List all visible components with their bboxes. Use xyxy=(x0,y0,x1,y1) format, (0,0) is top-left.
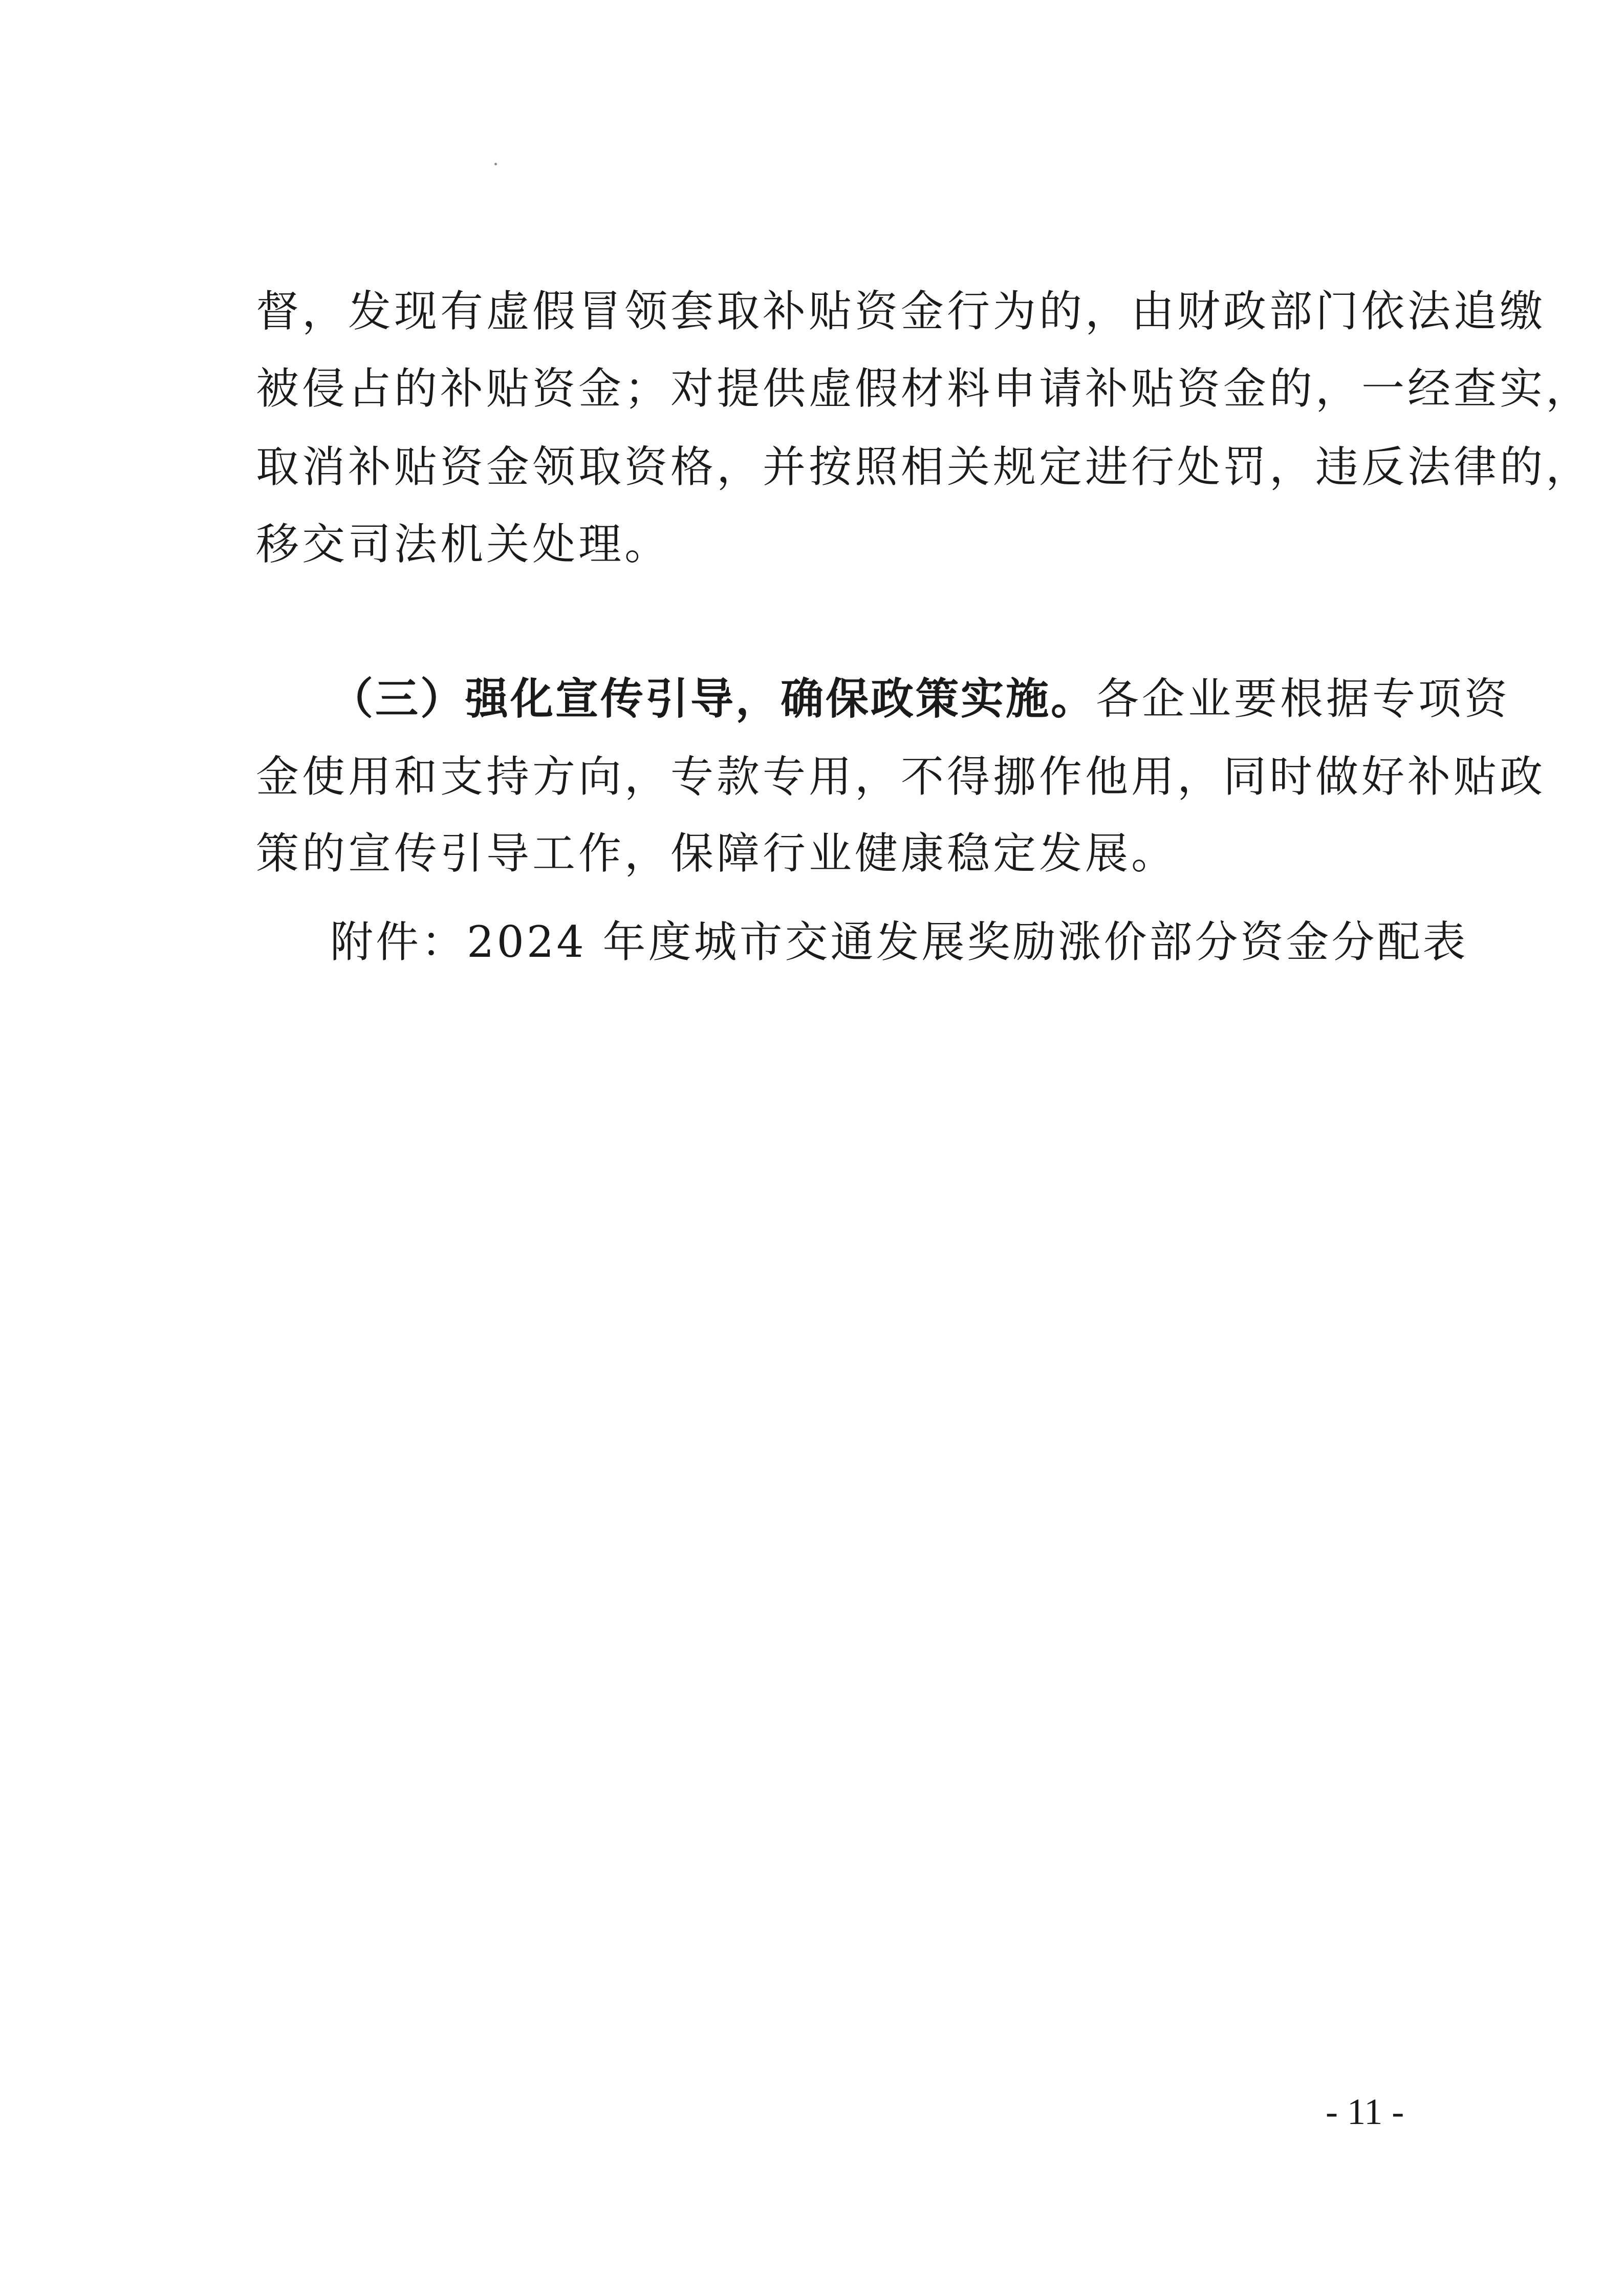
section-3-line-2: 金使用和支持方向，专款专用，不得挪作他用，同时做好补贴政 xyxy=(256,752,1546,802)
attachment-note: 附件：2024 年度城市交通发展奖励涨价部分资金分配表 xyxy=(330,917,1468,967)
body-line-2: 被侵占的补贴资金；对提供虚假材料申请补贴资金的，一经查实， xyxy=(256,363,1592,414)
page-number: - 11 - xyxy=(1326,2091,1404,2132)
body-line-4: 移交司法机关处理。 xyxy=(256,519,671,569)
section-3-first-line xyxy=(256,663,1511,735)
section-3-heading: （三）强化宣传引导，确保政策实施。 xyxy=(330,674,1096,724)
body-line-1: 督，发现有虚假冒领套取补贴资金行为的，由财政部门依法追缴 xyxy=(256,286,1546,336)
section-3-line-3: 策的宣传引导工作，保障行业健康稳定发展。 xyxy=(256,828,1178,878)
section-3-text-start: 各企业要根据专项资 xyxy=(1096,674,1511,724)
body-line-3: 取消补贴资金领取资格，并按照相关规定进行处罚，违反法律的， xyxy=(256,442,1592,492)
scan-speck xyxy=(494,163,497,165)
